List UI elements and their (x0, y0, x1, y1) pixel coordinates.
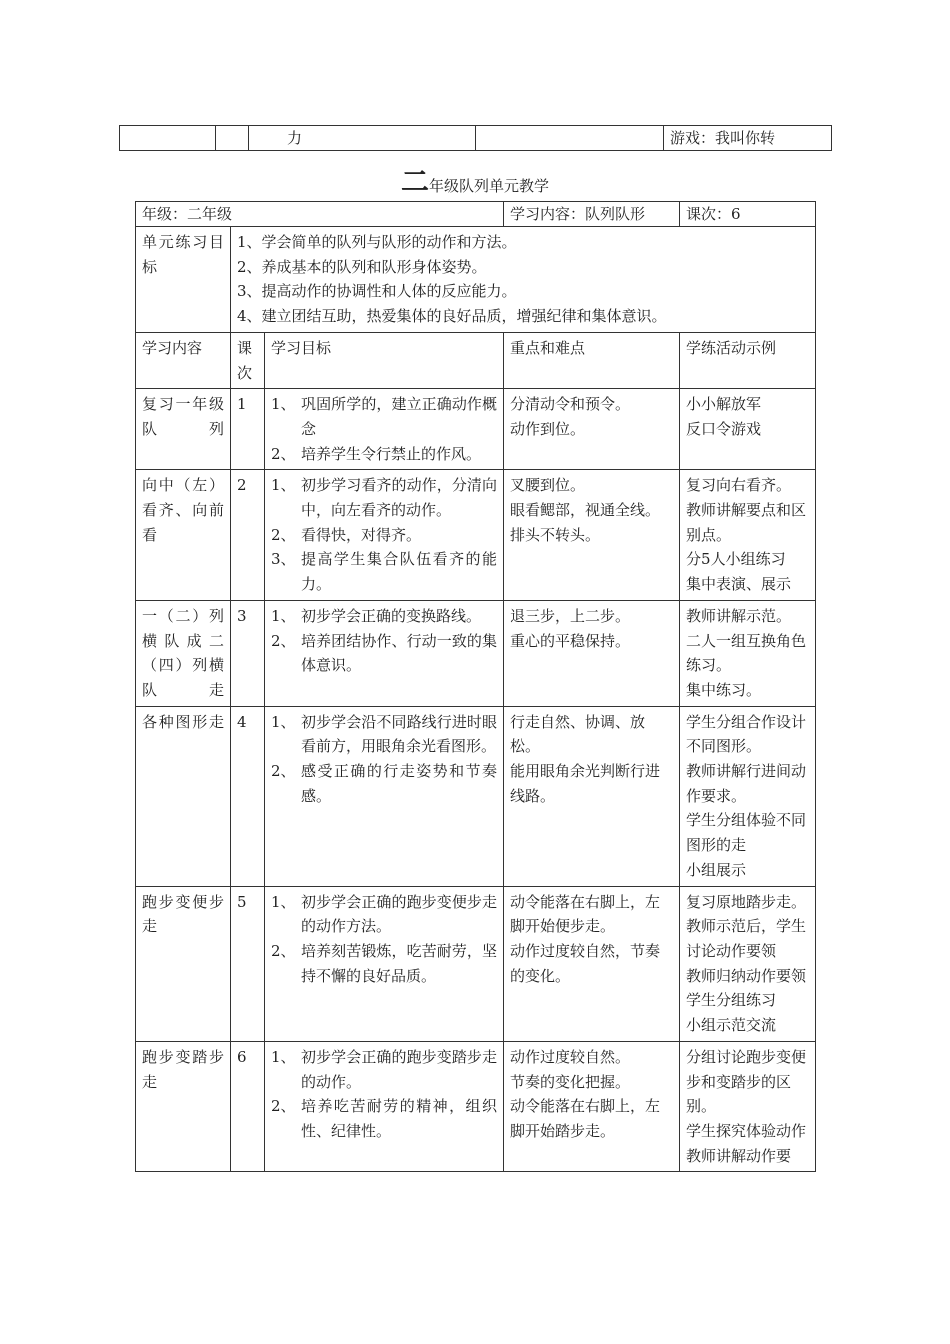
unit-goal-item: 2、养成基本的队列和队形身体姿势。 (237, 257, 487, 276)
lesson-number: 2 (237, 476, 247, 495)
lesson-goals-cell (265, 706, 504, 886)
unit-goals-cell (231, 227, 816, 333)
goal-item (271, 890, 497, 939)
goal-number: 3、 (271, 550, 296, 569)
goal-text: 初步学会沿不同路线行进时眼看前方，用眼角余光看图形。 (301, 712, 498, 756)
goal-item (271, 523, 497, 548)
activity-item: 反口令游戏 (686, 419, 762, 438)
activity-item: 二人一组互换角色练习。 (686, 631, 807, 675)
goal-number: 1、 (271, 606, 296, 625)
grade-text: 年级：二年级 (142, 205, 233, 223)
lesson-key-cell (504, 600, 680, 706)
goal-text: 初步学会正确的跑步变便步走的动作方法。 (301, 892, 498, 936)
goal-text: 培养学生令行禁止的作风。 (301, 444, 482, 463)
activity-item: 小组示范交流 (686, 1016, 777, 1035)
table-row (136, 600, 816, 706)
goal-number: 1、 (271, 892, 296, 911)
key-point: 节奏的变化把握。 (510, 1072, 631, 1091)
activity-item: 分5人小组练习 (686, 550, 786, 569)
lesson-key-cell (504, 886, 680, 1041)
lesson-goals-cell (265, 389, 504, 470)
lesson-content-cell (136, 1041, 231, 1172)
header-goal (265, 332, 504, 388)
activity-item: 小组展示 (686, 860, 747, 879)
lesson-activity-cell (680, 1041, 816, 1172)
goal-number: 2、 (271, 762, 296, 781)
content-cell (504, 202, 680, 227)
header-key (504, 332, 680, 388)
goal-number: 2、 (271, 941, 296, 960)
goal-item (271, 442, 497, 467)
table-cell (216, 126, 249, 151)
lesson-content: 跑步变踏步走 (142, 1047, 224, 1091)
goal-item (271, 473, 497, 522)
header-key-text: 重点和难点 (510, 338, 586, 357)
key-point: 分清动令和预令。 (510, 395, 631, 414)
table-row (120, 126, 832, 151)
goal-list (271, 473, 497, 597)
header-activity (680, 332, 816, 388)
lessons-text: 课次：6 (686, 205, 741, 223)
goal-text: 培养刻苦锻炼，吃苦耐劳，坚持不懈的良好品质。 (301, 941, 498, 985)
table-row (136, 706, 816, 886)
goal-item (271, 547, 497, 596)
lesson-activity-cell (680, 470, 816, 601)
header-content (136, 332, 231, 388)
lesson-number-cell (231, 470, 265, 601)
lesson-activity-cell (680, 600, 816, 706)
lesson-rows (136, 389, 816, 1172)
lesson-content-cell (136, 600, 231, 706)
key-point: 排头不转头。 (510, 525, 601, 544)
header-row (136, 332, 816, 388)
activity-item: 教师讲解要点和区别点。 (686, 501, 807, 544)
lesson-goals-cell (265, 470, 504, 601)
goal-number: 1、 (271, 1047, 296, 1066)
key-point: 动作过度较自然。 (510, 1047, 631, 1066)
lesson-key-cell (504, 706, 680, 886)
key-point: 重心的平稳保持。 (510, 631, 631, 650)
key-point: 眼看鳃部，视通全线。 (510, 501, 661, 520)
activity-item: 集中练习。 (686, 680, 762, 699)
grade-cell (136, 202, 504, 227)
goal-text: 看得快，对得齐。 (301, 525, 422, 544)
activity-item: 复习原地踏步走。 (686, 892, 807, 911)
key-point: 动令能落在右脚上，左脚开始便步走。 (510, 892, 661, 936)
lesson-content: 跑步变便步走 (142, 892, 224, 936)
table-cell (249, 126, 476, 151)
cell-text: 力 (287, 129, 303, 147)
goal-item (271, 710, 497, 759)
unit-goals-label-cell (136, 227, 231, 333)
activity-item: 小小解放军 (686, 395, 762, 414)
table-row (136, 389, 816, 470)
lesson-number: 1 (237, 395, 247, 414)
lesson-content-cell (136, 470, 231, 601)
activity-item: 学生探究体验动作 (686, 1121, 807, 1140)
activity-item: 教师讲解动作要 (686, 1146, 792, 1165)
goal-item (271, 1094, 497, 1143)
goal-text: 培养吃苦耐劳的精神，组织性、纪律性。 (301, 1097, 498, 1140)
lesson-content: 各种图形走 (142, 712, 224, 731)
goal-item (271, 939, 497, 988)
previous-page-table-fragment (119, 125, 832, 151)
goal-number: 1、 (271, 395, 296, 414)
table-row (136, 886, 816, 1041)
lesson-number-cell (231, 886, 265, 1041)
goal-text: 培养团结协作、行动一致的集体意识。 (301, 631, 498, 675)
lesson-activity-cell (680, 389, 816, 470)
key-point: 行走自然、协调、放松。 (510, 712, 646, 756)
activity-item: 教师讲解示范。 (686, 606, 792, 625)
goal-number: 2、 (271, 631, 296, 650)
goal-item (271, 629, 497, 678)
goal-list (271, 1045, 497, 1144)
goal-text: 初步学习看齐的动作，分清向中，向左看齐的动作。 (301, 476, 498, 520)
unit-goal-item: 3、提高动作的协调性和人体的反应能力。 (237, 282, 517, 301)
key-point: 动作到位。 (510, 419, 586, 438)
lesson-content-cell (136, 389, 231, 470)
table-cell (120, 126, 216, 151)
goal-list (271, 890, 497, 989)
goal-text: 初步学会正确的变换路线。 (301, 606, 482, 625)
lesson-key-cell (504, 389, 680, 470)
lesson-key-cell (504, 1041, 680, 1172)
page-title (0, 160, 950, 200)
lesson-number-cell (231, 389, 265, 470)
lesson-number: 3 (237, 606, 247, 625)
lesson-number: 4 (237, 712, 247, 731)
lesson-number-cell (231, 600, 265, 706)
content-text: 学习内容：队列队形 (510, 205, 646, 223)
lesson-activity-cell (680, 706, 816, 886)
unit-goals-label: 单元练习目标 (142, 233, 224, 276)
lesson-number: 6 (237, 1047, 247, 1066)
unit-plan-table (135, 201, 816, 1172)
lesson-number-cell (231, 1041, 265, 1172)
lesson-content: 一（二）列横队成二（四）列横队走 (142, 606, 224, 699)
lesson-goals-cell (265, 1041, 504, 1172)
activity-item: 复习向右看齐。 (686, 476, 792, 495)
goal-number: 2、 (271, 525, 296, 544)
unit-goal-item: 4、建立团结互助，热爱集体的良好品质，增强纪律和集体意识。 (237, 307, 667, 326)
goal-number: 2、 (271, 444, 296, 463)
lesson-key-cell (504, 470, 680, 601)
header-goal-text: 学习目标 (271, 338, 332, 357)
goal-number: 1、 (271, 476, 296, 495)
key-point: 能用眼角余光判断行进线路。 (510, 762, 661, 805)
unit-goals-row (136, 227, 816, 333)
goal-item (271, 1045, 497, 1094)
lesson-goals-cell (265, 886, 504, 1041)
header-content-text: 学习内容 (142, 338, 203, 357)
key-point: 退三步，上二步。 (510, 606, 631, 625)
table-row (136, 1041, 816, 1172)
cell-text: 游戏：我叫你转 (670, 129, 776, 147)
goal-text: 初步学会正确的跑步变踏步走的动作。 (301, 1047, 498, 1091)
goal-text: 提高学生集合队伍看齐的能力。 (301, 550, 498, 594)
activity-item: 分组讨论跑步变便步和变踏步的区别。 (686, 1047, 807, 1116)
goal-list (271, 710, 497, 809)
activity-item: 学生分组合作设计不同图形。 (686, 712, 807, 756)
lesson-content-cell (136, 706, 231, 886)
lesson-content-cell (136, 886, 231, 1041)
lesson-content: 复习一年级队列 (142, 395, 224, 438)
activity-item: 教师示范后，学生讨论动作要领 (686, 917, 807, 960)
key-point: 动令能落在右脚上，左脚开始踏步走。 (510, 1097, 661, 1140)
goal-list (271, 604, 497, 678)
header-lesson (231, 332, 265, 388)
key-point: 叉腰到位。 (510, 476, 586, 495)
activity-item: 教师归纳动作要领学生分组练习 (686, 966, 807, 1010)
lesson-number: 5 (237, 892, 247, 911)
goal-item (271, 604, 497, 629)
table-cell (476, 126, 664, 151)
header-lesson-text: 课次 (237, 338, 253, 382)
goal-text: 感受正确的行走姿势和节奏感。 (301, 762, 498, 805)
lesson-goals-cell (265, 600, 504, 706)
lessons-cell (680, 202, 816, 227)
activity-item: 集中表演、展示 (686, 575, 792, 594)
header-activity-text: 学练活动示例 (686, 338, 777, 357)
lesson-activity-cell (680, 886, 816, 1041)
goal-number: 2、 (271, 1097, 296, 1116)
goal-item (271, 759, 497, 808)
goal-text: 巩固所学的，建立正确动作概念 (301, 395, 498, 438)
goal-item (271, 392, 497, 441)
title-grade-numeral: 二 (400, 165, 429, 198)
title-text: 年级队列单元教学 (429, 177, 550, 195)
key-point: 动作过度较自然，节奏的变化。 (510, 941, 661, 985)
goal-list (271, 392, 497, 466)
table-cell (664, 126, 832, 151)
info-row (136, 202, 816, 227)
table-row (136, 470, 816, 601)
unit-goal-item: 1、学会简单的队列与队形的动作和方法。 (237, 233, 517, 251)
activity-item: 教师讲解行进间动作要求。 (686, 762, 807, 805)
lesson-number-cell (231, 706, 265, 886)
activity-item: 学生分组体验不同图形的走 (686, 811, 807, 855)
goal-number: 1、 (271, 712, 296, 731)
lesson-content: 向中（左）看齐、向前看 (142, 476, 224, 544)
